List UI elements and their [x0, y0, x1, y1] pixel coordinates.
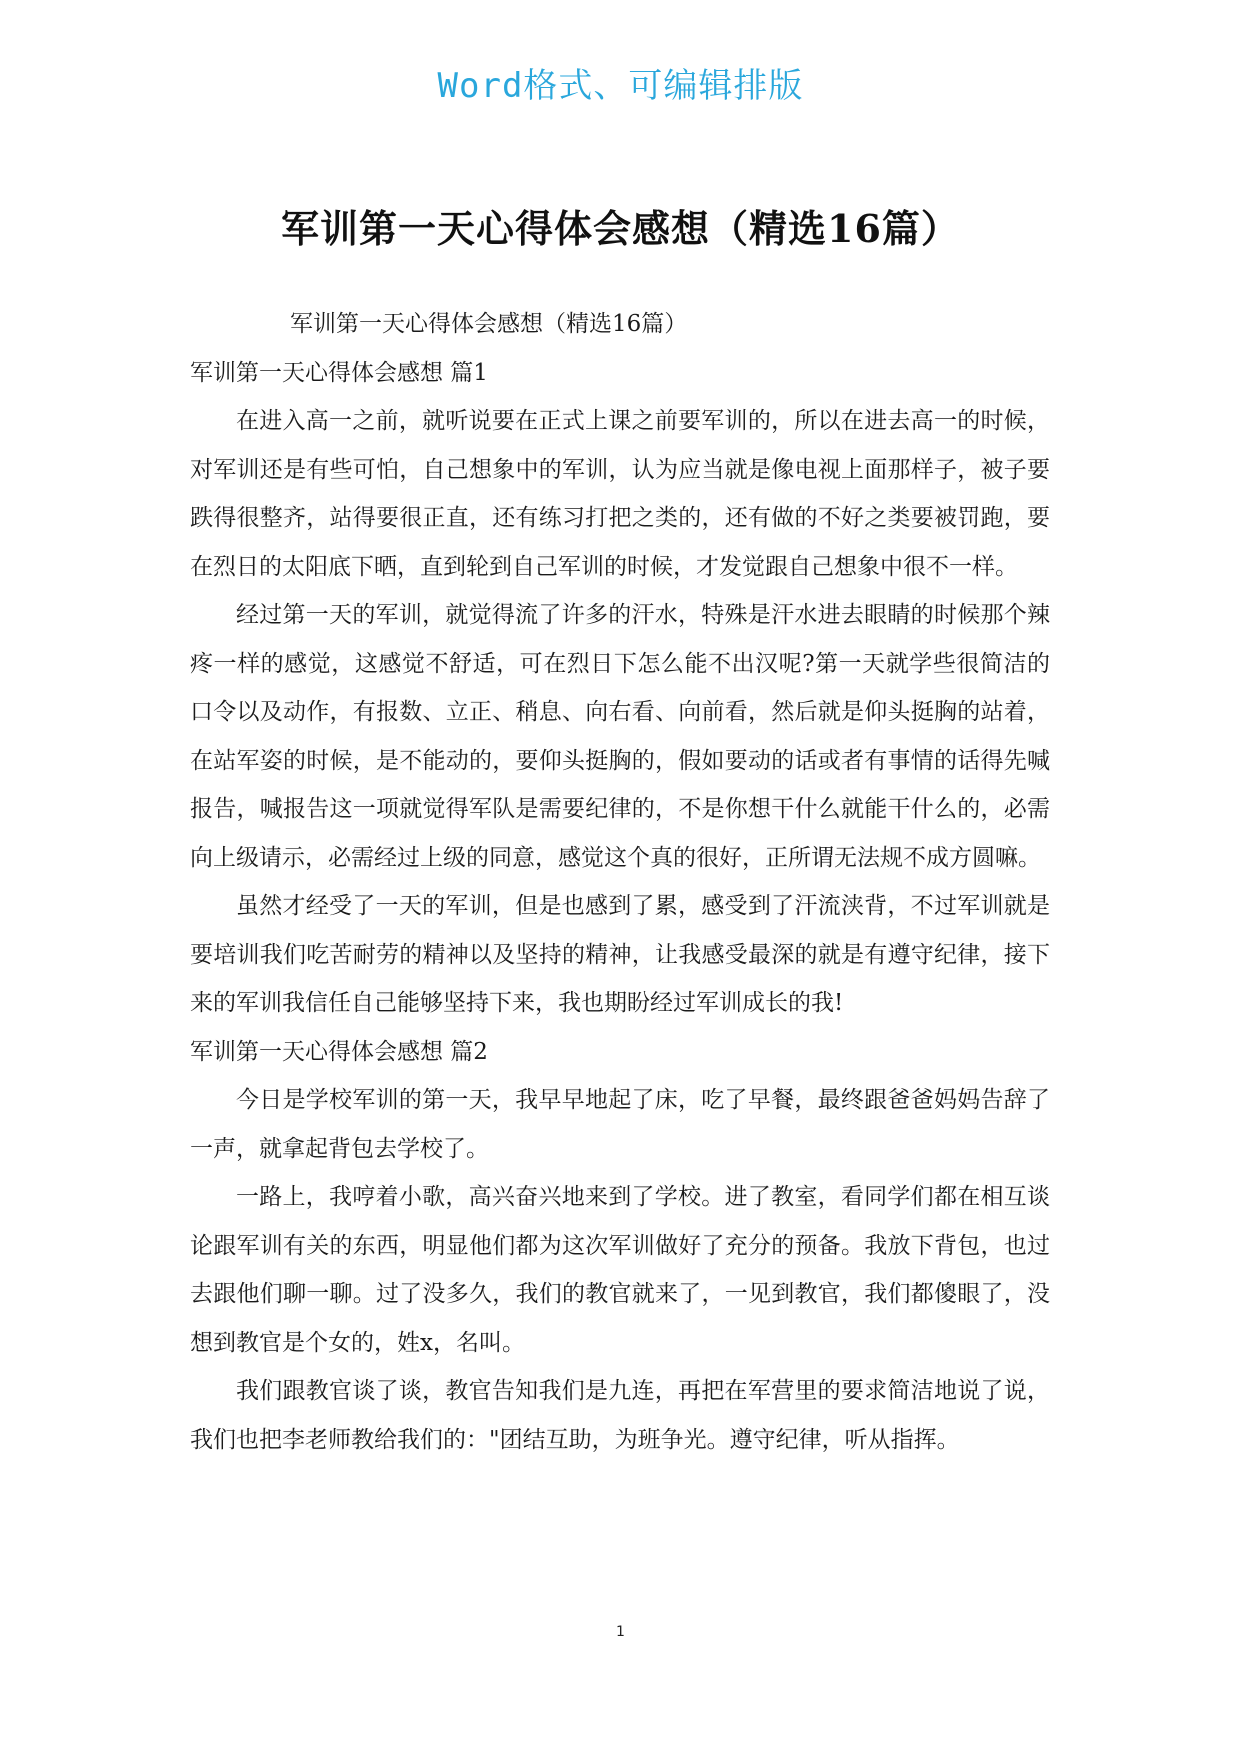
page-number: 1 [616, 1624, 625, 1640]
paragraph: 虽然才经受了一天的军训，但是也感到了累，感受到了汗流浃背，不过军训就是要培训我们吃苦耐劳的精神以及坚持的精神，让我感受最深的就是有遵守纪律，接下来的军训我信任自己能够坚持下来，我也期盼经过军训成长的我! [190, 893, 1050, 1016]
document-body [190, 300, 1050, 1464]
paragraph: 一路上，我哼着小歌，高兴奋兴地来到了学校。进了教室，看同学们都在相互谈论跟军训有关的东西，明显他们都为这次军训做好了充分的预备。我放下背包，也过去跟他们聊一聊。过了没多久，我们的教官就来了，一见到教官，我们都傻眼了，没想到教官是个女的，姓x，名叫。 [190, 1184, 1050, 1356]
document-title: 军训第一天心得体会感想（精选16篇） [281, 206, 960, 251]
section-heading: 军训第一天心得体会感想 篇2 [190, 1038, 488, 1065]
paragraph: 在进入高一之前，就听说要在正式上课之前要军训的，所以在进去高一的时候，对军训还是有些可怕，自己想象中的军训，认为应当就是像电视上面那样子，被子要跌得很整齐，站得要很正直，还有练习打把之类的，还有做的不好之类要被罚跑，要在烈日的太阳底下晒，直到轮到自己军训的时候，才发觉跟自己想象中很不一样。 [190, 408, 1050, 580]
header-banner: Word格式、可编辑排版 [437, 66, 804, 106]
paragraph: 我们跟教官谈了谈，教官告知我们是九连，再把在军营里的要求简洁地说了说，我们也把李老师教给我们的："团结互助，为班争光。遵守纪律，听从指挥。 [190, 1378, 1050, 1453]
section-heading: 军训第一天心得体会感想 篇1 [190, 359, 488, 386]
paragraph: 经过第一天的军训，就觉得流了许多的汗水，特殊是汗水进去眼睛的时候那个辣疼一样的感觉，这感觉不舒适，可在烈日下怎么能不出汉呢?第一天就学些很简洁的口令以及动作，有报数、立正、稍息、向右看、向前看，然后就是仰头挺胸的站着，在站军姿的时候，是不能动的，要仰头挺胸的，假如要动的话或者有事情的话得先喊报告，喊报告这一项就觉得军队是需要纪律的，不是你想干什么就能干什么的，必需向上级请示，必需经过上级的同意，感觉这个真的很好，正所谓无法规不成方圆嘛。 [190, 602, 1050, 871]
document-subtitle: 军训第一天心得体会感想（精选16篇） [290, 311, 688, 337]
paragraph: 今日是学校军训的第一天，我早早地起了床，吃了早餐，最终跟爸爸妈妈告辞了一声，就拿起背包去学校了。 [190, 1087, 1050, 1162]
